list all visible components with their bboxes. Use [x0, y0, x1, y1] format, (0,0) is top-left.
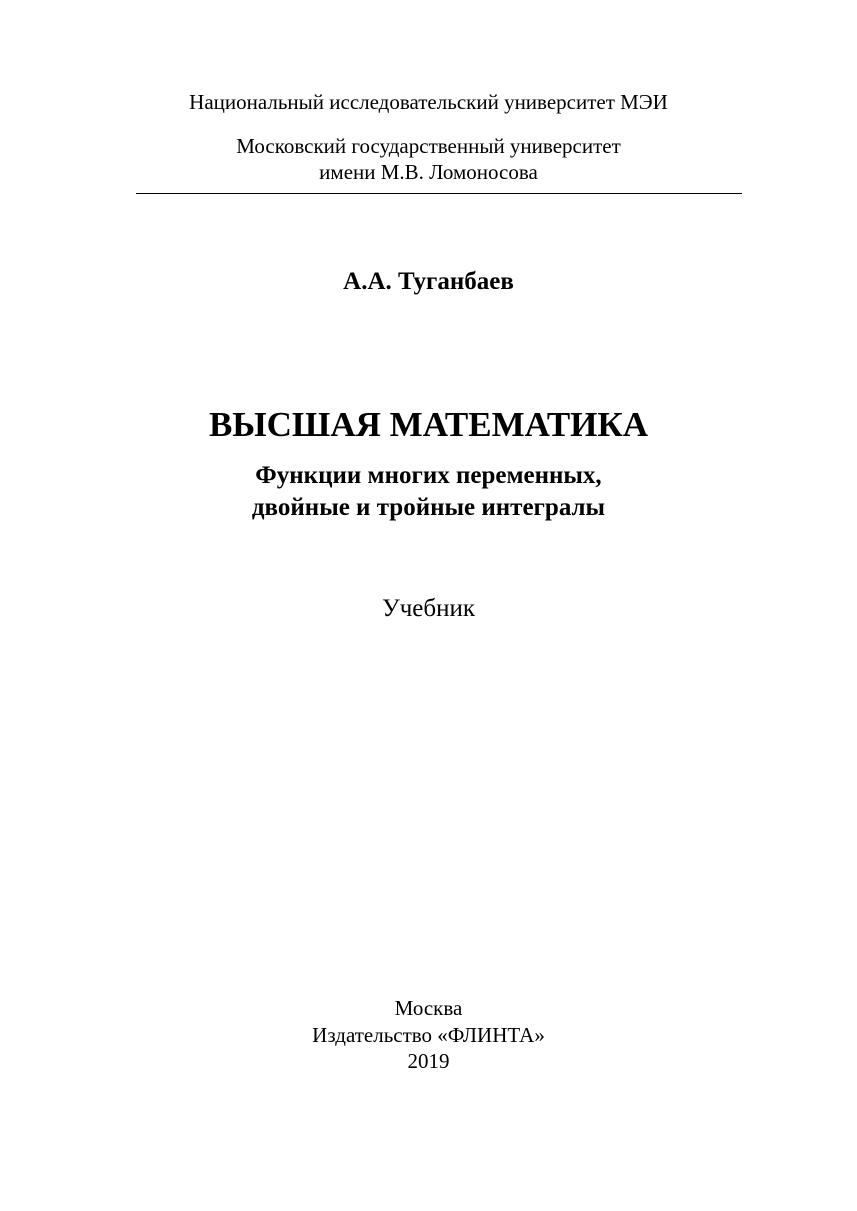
book-subtitle-line-2: двойные и тройные интегралы: [251, 494, 606, 521]
imprint-city: Москва: [394, 996, 463, 1020]
document-type: Учебник: [382, 595, 475, 622]
institution-name-1: Национальный исследовательский университет МЭИ: [189, 90, 668, 114]
institution-name-2-line-1: Московский государственный университет: [236, 134, 621, 158]
institution-name-2-line-2: имени М.В. Ломоносова: [319, 160, 538, 184]
imprint-publisher: Издательство «ФЛИНТА»: [312, 1023, 545, 1047]
imprint-year: 2019: [407, 1049, 450, 1073]
header-divider: [136, 193, 742, 194]
author-name: А.А. Туганбаев: [343, 268, 514, 295]
book-subtitle-line-1: Функции многих переменных,: [255, 462, 602, 489]
book-title: ВЫСШАЯ МАТЕМАТИКА: [208, 405, 649, 444]
